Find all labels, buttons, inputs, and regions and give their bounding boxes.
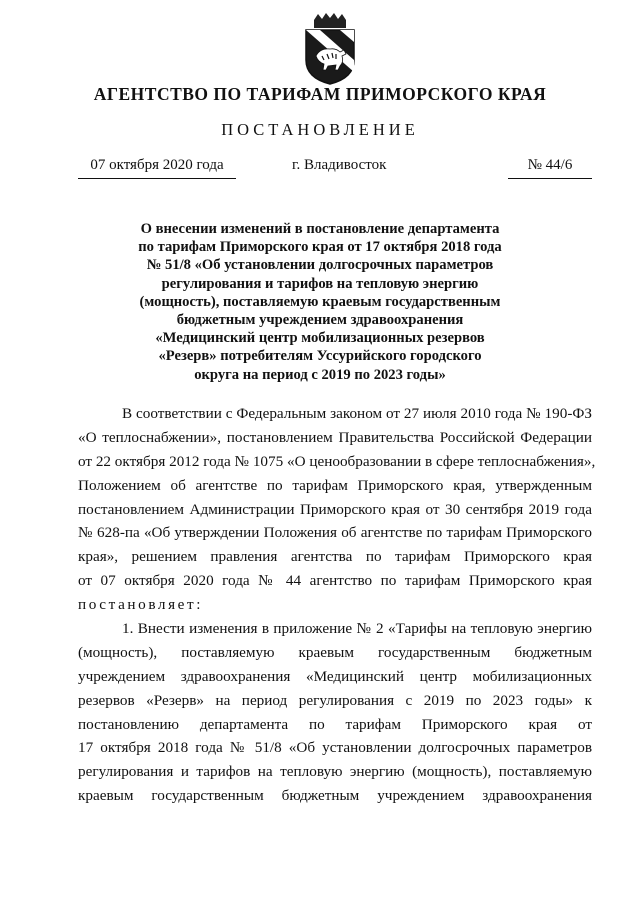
date-underline: [78, 178, 236, 179]
body-line: В соответствии с Федеральным законом от 27 июля 2010 года № 190-ФЗ: [122, 405, 592, 422]
number-underline: [508, 178, 592, 179]
body-line: 1. Внести изменения в приложение № 2 «Тарифы на тепловую энергию: [122, 620, 592, 638]
body-line: резервов «Резерв» на период регулирования с 2019 по 2023 годы» к: [78, 691, 592, 709]
title-line: округа на период с 2019 по 2023 годы»: [194, 366, 446, 383]
document-city: г. Владивосток: [292, 157, 387, 173]
agency-name: АГЕНТСТВО ПО ТАРИФАМ ПРИМОРСКОГО КРАЯ: [93, 84, 547, 104]
body-line: постановлением Администрации Приморского края от 30 сентября 2019 года: [78, 500, 592, 518]
document-title: [60, 220, 580, 384]
title-line: № 51/8 «Об установлении долгосрочных параметров: [146, 257, 494, 274]
title-line: регулирования и тарифов на тепловую энергию: [161, 275, 479, 292]
title-line: «Медицинский центр мобилизационных резервов: [155, 330, 485, 347]
body-line-resolves: постановляет:: [78, 596, 204, 614]
title-line: по тарифам Приморского края от 17 октября 2018 года: [138, 239, 502, 256]
body-line: края», решением правления агентства по тарифам Приморского края: [78, 548, 592, 566]
primorsky-coat-of-arms-icon: [300, 12, 360, 86]
body-line: краевым государственным бюджетным учреждением здравоохранения: [78, 787, 592, 805]
body-line: Положением об агентстве по тарифам Приморского края, утвержденным: [78, 476, 592, 494]
body-line: постановлению департамента по тарифам Приморского края от: [78, 715, 592, 733]
body-line: «О теплоснабжении», постановлением Правительства Российской Федерации: [78, 428, 592, 446]
document-number: № 44/6: [527, 157, 573, 173]
body-line: № 628-па «Об утверждении Положения об агентстве по тарифам Приморского: [78, 524, 592, 542]
body-line: учреждением здравоохранения «Медицинский центр мобилизационных: [78, 667, 592, 685]
document-body: [78, 402, 596, 808]
title-line: «Резерв» потребителям Уссурийского городского: [158, 348, 482, 365]
document-type: ПОСТАНОВЛЕНИЕ: [221, 120, 419, 139]
body-line: 17 октября 2018 года № 51/8 «Об установлении долгосрочных параметров: [78, 739, 592, 757]
title-line: О внесении изменений в постановление департамента: [140, 221, 500, 237]
body-line: (мощность), поставляемую краевым государственным бюджетным: [78, 643, 592, 661]
title-line: (мощность), поставляемую краевым государственным: [139, 293, 501, 310]
title-line: бюджетным учреждением здравоохранения: [176, 312, 464, 329]
document-date: 07 октября 2020 года: [90, 157, 224, 173]
body-line: регулирования и тарифов на тепловую энергию (мощность), поставляемую: [78, 763, 592, 781]
body-line: от 07 октября 2020 года № 44 агентство по тарифам Приморского края: [78, 572, 592, 590]
body-line: от 22 октября 2012 года № 1075 «О ценообразовании в сфере теплоснабжения»,: [78, 452, 596, 470]
